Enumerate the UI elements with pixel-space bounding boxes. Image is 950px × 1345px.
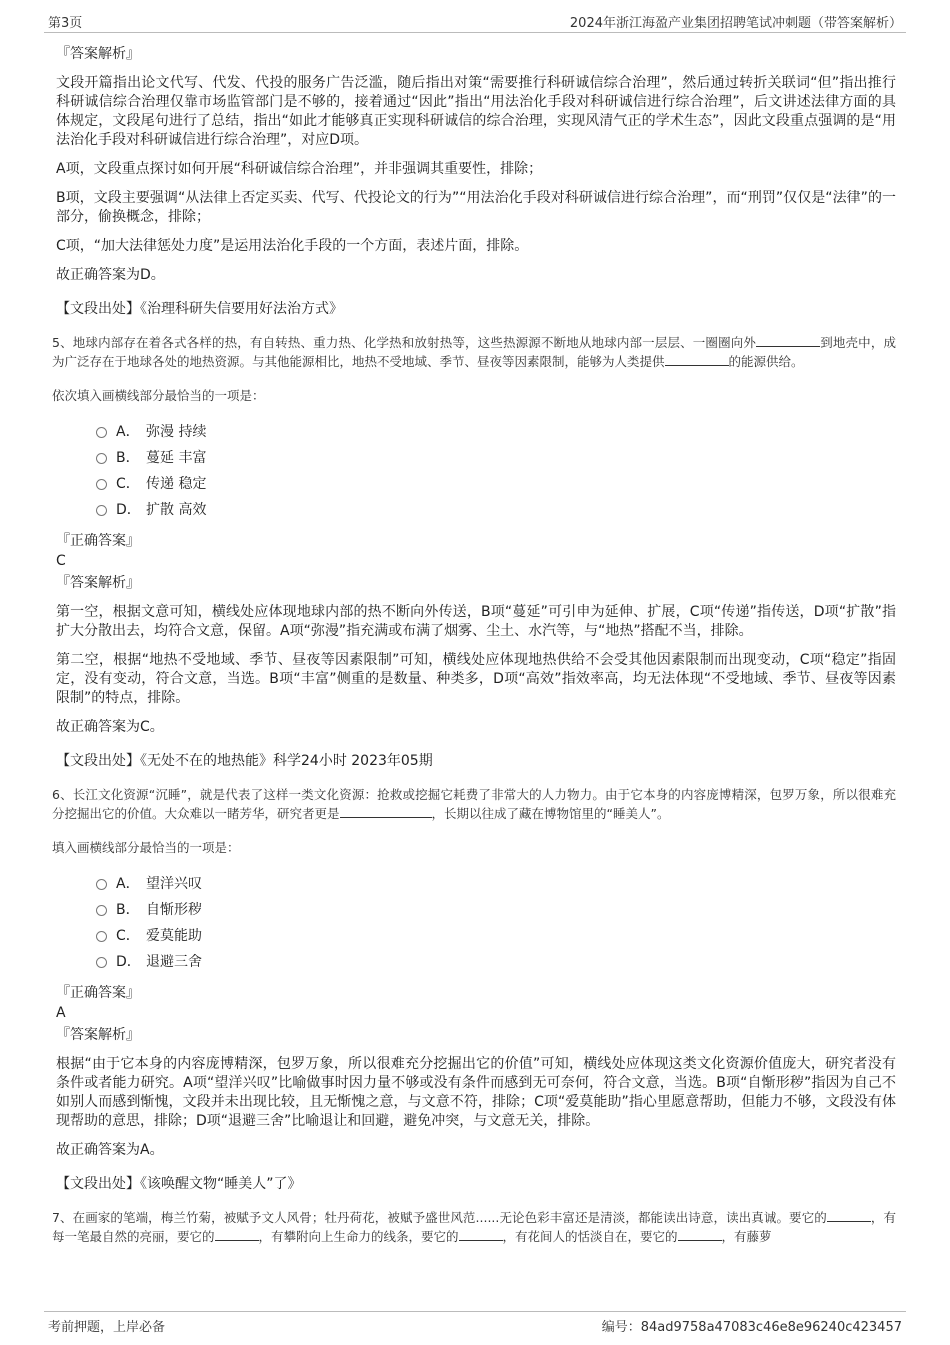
radio-icon[interactable] bbox=[96, 479, 107, 490]
answer-conclusion: 故正确答案为A。 bbox=[56, 1142, 164, 1158]
analysis-paragraph: C项，“加大法律惩处力度”是运用法治化手段的一个方面，表述片面，排除。 bbox=[56, 238, 529, 254]
option-text: 弥漫 持续 bbox=[146, 424, 207, 440]
fill-blank bbox=[459, 1228, 503, 1241]
radio-icon[interactable] bbox=[96, 931, 107, 942]
option-text: 望洋兴叹 bbox=[146, 876, 202, 892]
option-letter: D． bbox=[116, 954, 141, 970]
option-text: 蔓延 丰富 bbox=[146, 450, 207, 466]
option-list bbox=[96, 419, 896, 523]
option-d[interactable] bbox=[96, 949, 896, 975]
option-letter: A． bbox=[116, 876, 140, 892]
stem-text: ，有藤萝 bbox=[721, 1229, 772, 1244]
option-b[interactable] bbox=[96, 445, 896, 471]
stem-text: 7、在画家的笔端，梅兰竹菊，被赋予文人风骨；牡丹荷花，被赋予盛世风范......无论色彩丰富还是清淡，都能读出诗意，读出真诚。要它的 bbox=[52, 1210, 827, 1225]
stem-text: ，有攀附向上生命力的线条，要它的 bbox=[258, 1229, 459, 1244]
option-d[interactable] bbox=[96, 497, 896, 523]
page-content bbox=[52, 44, 896, 1246]
option-b[interactable] bbox=[96, 897, 896, 923]
radio-icon[interactable] bbox=[96, 879, 107, 890]
correct-answer: A bbox=[56, 1005, 66, 1021]
option-text: 扩散 高效 bbox=[146, 502, 207, 518]
analysis-label: 『答案解析』 bbox=[56, 46, 140, 62]
analysis-paragraph: 文段开篇指出论文代写、代发、代投的服务广告泛滥，随后指出对策“需要推行科研诚信综合治理”，然后通过转折关联词“但”指出推行科研诚信综合治理仅靠市场监管部门是不够的，接着通过“因此”指出“用法治化手段对科研诚信进行综合治理”，后文讲述法律方面的具体规定，文段尾句进行了总结，指出“如此才能够真正实现科研诚信的综合治理，实现风清气正的学术生态”，因此文段重点强调的是“用法治化手段对科研诚信进行综合治理”，对应D项。 bbox=[56, 75, 896, 148]
source-citation: 【文段出处】《无处不在的地热能》科学24小时 2023年05期 bbox=[56, 753, 433, 769]
question-prompt: 依次填入画横线部分最恰当的一项是： bbox=[52, 388, 265, 403]
question-stem bbox=[52, 333, 896, 371]
radio-icon[interactable] bbox=[96, 957, 107, 968]
analysis-label: 『答案解析』 bbox=[56, 1027, 140, 1043]
option-text: 传递 稳定 bbox=[146, 476, 207, 492]
fill-blank bbox=[215, 1228, 259, 1241]
fill-blank bbox=[665, 353, 729, 366]
analysis-paragraph: 根据“由于它本身的内容庞博精深，包罗万象，所以很难充分挖掘出它的价值”可知，横线处应体现这类文化资源价值庞大，研究者没有条件或者能力研究。A项“望洋兴叹”比喻做事时因力量不够或没有条件而感到无可奈何，符合文意，当选。B项“自惭形秽”指因为自己不如别人而感到惭愧，文段并未出现比较，且无惭愧之意，与文意不符，排除；C项“爱莫能助”指心里愿意帮助，但能力不够，文段没有体现帮助的意思，排除；D项“退避三舍”比喻退让和回避，避免冲突，与文意无关，排除。 bbox=[56, 1056, 896, 1129]
page-number: 第3页 bbox=[48, 16, 83, 31]
stem-text: 的能源供给。 bbox=[728, 354, 804, 369]
option-list bbox=[96, 871, 896, 975]
correct-answer-label: 『正确答案』 bbox=[56, 985, 140, 1001]
option-text: 退避三舍 bbox=[146, 954, 202, 970]
analysis-paragraph: 第二空，根据“地热不受地域、季节、昼夜等因素限制”可知，横线处应体现地热供给不会受其他因素限制而出现变动，C项“稳定”指固定，没有变动，符合文意，当选。B项“丰富”侧重的是数量、种类多，D项“高效”指效率高，均无法体现“不受地域、季节、昼夜等因素限制”的特点，排除。 bbox=[56, 652, 896, 706]
analysis-label: 『答案解析』 bbox=[56, 575, 140, 591]
analysis-paragraph: 第一空，根据文意可知，横线处应体现地球内部的热不断向外传送，B项“蔓延”可引申为延伸、扩展，C项“传递”指传送，D项“扩散”指扩大分散出去，均符合文意，保留。A项“弥漫”指充满或布满了烟雾、尘土、水汽等，与“地热”搭配不当，排除。 bbox=[56, 604, 896, 639]
option-text: 爱莫能助 bbox=[146, 928, 202, 944]
option-letter: B． bbox=[116, 902, 140, 918]
stem-text: 到地壳中，成为广泛存在于地球各处的地热资源。与其他能源相比，地热不受地域、季节、昼夜等因素限制，能够为人类提供 bbox=[52, 335, 896, 369]
document-code: 编号：84ad9758a47083c46e8e96240c423457 bbox=[601, 1320, 902, 1335]
answer-conclusion: 故正确答案为C。 bbox=[56, 719, 164, 735]
source-citation: 【文段出处】《该唤醒文物“睡美人”了》 bbox=[56, 1176, 302, 1192]
fill-blank bbox=[756, 334, 820, 347]
option-letter: B． bbox=[116, 450, 140, 466]
source-citation: 【文段出处】《治理科研失信要用好法治方式》 bbox=[56, 301, 343, 317]
correct-answer-label: 『正确答案』 bbox=[56, 533, 140, 549]
stem-text: ，长期以往成了藏在博物馆里的“睡美人”。 bbox=[431, 806, 670, 821]
option-letter: C． bbox=[116, 928, 140, 944]
document-title: 2024年浙江海盈产业集团招聘笔试冲刺题（带答案解析） bbox=[569, 16, 902, 31]
stem-text: 5、地球内部存在着各式各样的热，有自转热、重力热、化学热和放射热等，这些热源源不断地从地球内部一层层、一圈圈向外 bbox=[52, 335, 757, 350]
correct-answer: C bbox=[56, 553, 66, 569]
option-c[interactable] bbox=[96, 923, 896, 949]
option-c[interactable] bbox=[96, 471, 896, 497]
option-a[interactable] bbox=[96, 871, 896, 897]
option-text: 自惭形秽 bbox=[146, 902, 202, 918]
analysis-paragraph: A项，文段重点探讨如何开展“科研诚信综合治理”，并非强调其重要性，排除； bbox=[56, 161, 543, 177]
fill-blank bbox=[340, 805, 432, 818]
option-letter: C． bbox=[116, 476, 140, 492]
radio-icon[interactable] bbox=[96, 453, 107, 464]
question-stem bbox=[52, 785, 896, 823]
option-letter: A． bbox=[116, 424, 140, 440]
page-header bbox=[44, 8, 906, 33]
option-letter: D． bbox=[116, 502, 141, 518]
footer-slogan: 考前押题，上岸必备 bbox=[48, 1320, 166, 1335]
question-prompt: 填入画横线部分最恰当的一项是： bbox=[52, 840, 240, 855]
radio-icon[interactable] bbox=[96, 905, 107, 916]
fill-blank bbox=[678, 1228, 722, 1241]
fill-blank bbox=[827, 1209, 871, 1222]
option-a[interactable] bbox=[96, 419, 896, 445]
radio-icon[interactable] bbox=[96, 427, 107, 438]
stem-text: ，有花间人的恬淡自在，要它的 bbox=[502, 1229, 678, 1244]
radio-icon[interactable] bbox=[96, 505, 107, 516]
stem-text: ，有每一笔最自然的亮丽，要它的 bbox=[52, 1210, 896, 1244]
stem-text: 6、长江文化资源“沉睡”，就是代表了这样一类文化资源：抢救或挖掘它耗费了非常大的人力物力。由于它本身的内容庞博精深，包罗万象，所以很难充分挖掘出它的价值。大众难以一睹芳华，研究者更是 bbox=[52, 787, 896, 821]
question-stem bbox=[52, 1208, 896, 1246]
page-footer bbox=[44, 1311, 906, 1336]
analysis-paragraph: B项，文段主要强调“从法律上否定买卖、代写、代投论文的行为”“用法治化手段对科研诚信进行综合治理”，而“刑罚”仅仅是“法律”的一部分，偷换概念，排除； bbox=[56, 190, 896, 225]
answer-conclusion: 故正确答案为D。 bbox=[56, 267, 165, 283]
